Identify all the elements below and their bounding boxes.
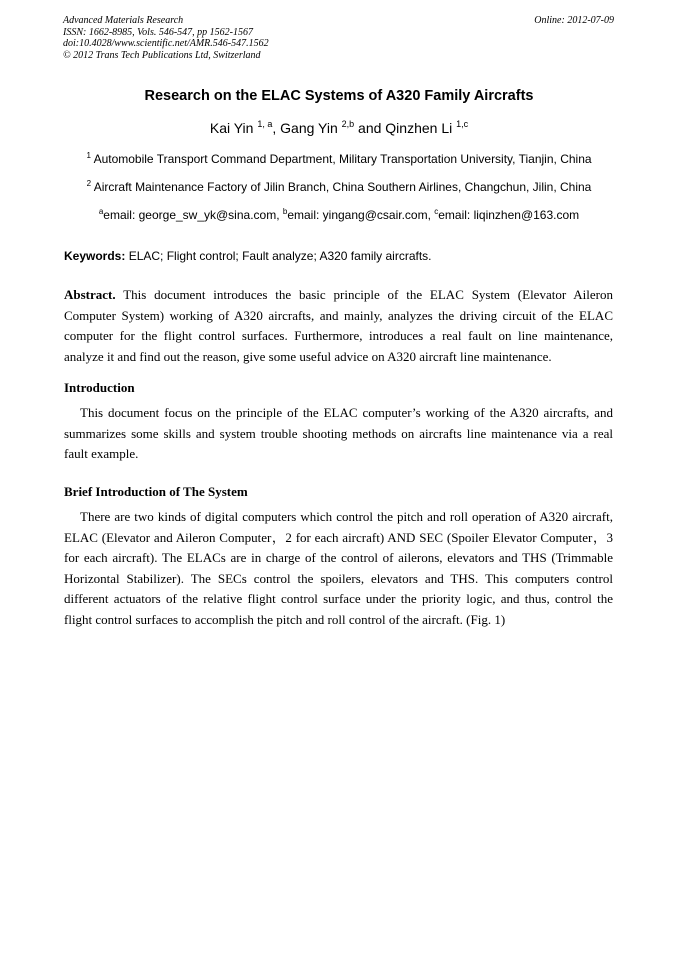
author-mark: 1, a xyxy=(257,119,273,129)
journal-header xyxy=(63,15,269,61)
email-mark: a xyxy=(98,207,104,216)
author-name: , Gang Yin xyxy=(272,120,342,136)
section-body-introduction: This document focus on the principle of the ELAC computer’s working of the A320 aircrafts, and summarizes some skills and system trouble shooting methods on aircrafts line maintenance via a real fault example. xyxy=(64,405,613,461)
abstract-text: This document introduces the basic principle of the ELAC System (Elevator Aileron Computer System) working of A320 aircrafts, and mainly, analyzes the driving circuit of the ELAC computer for the flight control surfaces. Furthermore, introduces a real fault on line maintenance, analyze it and find out the reason, give some useful advice on A320 aircraft line maintenance. xyxy=(64,287,613,364)
author-mark: 1,c xyxy=(456,119,469,129)
email-text: email: yingang@csair.com, xyxy=(287,208,435,222)
email-mark: c xyxy=(434,207,439,216)
author-name: and Qinzhen Li xyxy=(354,120,457,136)
journal-name: Advanced Materials Research xyxy=(63,15,184,26)
keywords-text: ELAC; Flight control; Fault analyze; A320 family aircrafts. xyxy=(125,249,432,263)
abstract-label: Abstract. xyxy=(64,287,116,302)
affiliation-1 xyxy=(0,151,678,166)
author-line xyxy=(0,119,678,136)
paper-title: Research on the ELAC Systems of A320 Family Aircrafts xyxy=(144,88,534,104)
affiliation-mark: 2 xyxy=(86,179,92,188)
online-date: Online: 2012-07-09 xyxy=(534,15,614,26)
email-text: email: liqinzhen@163.com xyxy=(438,208,580,222)
affiliation-mark: 1 xyxy=(86,151,91,160)
doi-line: doi:10.4028/www.scientific.net/AMR.546-547.1562 xyxy=(63,38,269,49)
issn-line: ISSN: 1662-8985, Vols. 546-547, pp 1562-1567 xyxy=(63,26,253,38)
abstract xyxy=(64,285,613,367)
keywords xyxy=(64,249,432,263)
affiliation-2 xyxy=(0,179,678,194)
author-name: Kai Yin xyxy=(209,120,258,136)
author-mark: 2,b xyxy=(341,119,355,129)
section-heading-brief-introduction: Brief Introduction of The System xyxy=(64,484,248,499)
section-body-brief-introduction: There are two kinds of digital computers which control the pitch and roll operation of A320 aircraft, ELAC (Elevator and Aileron Computer，2 for each aircraft) AND SEC (Spoiler Elevator Computer，3 for each aircraft). The ELACs are in charge of the control of ailerons, elevators and THS (Trimmable Horizontal Stabilizer). The SECs control the spoilers, elevators and THS. This computers control different actuators of the relative flight control surface under the priority logic, and thus, control the flight control surfaces to accomplish the pitch and roll control of the aircraft. (Fig. 1) xyxy=(64,509,613,627)
email-line xyxy=(0,207,678,222)
affiliation-text: Aircraft Maintenance Factory of Jilin Branch, China Southern Airlines, Changchun, Jilin, China xyxy=(91,180,592,194)
copyright-line: © 2012 Trans Tech Publications Ltd, Switzerland xyxy=(63,49,261,61)
email-mark: b xyxy=(282,207,288,216)
affiliation-text: Automobile Transport Command Department, Military Transportation University, Tianjin, China xyxy=(90,152,592,166)
section-heading-introduction: Introduction xyxy=(64,380,135,395)
keywords-label: Keywords: xyxy=(64,249,126,263)
email-text: email: george_sw_yk@sina.com, xyxy=(103,208,283,222)
